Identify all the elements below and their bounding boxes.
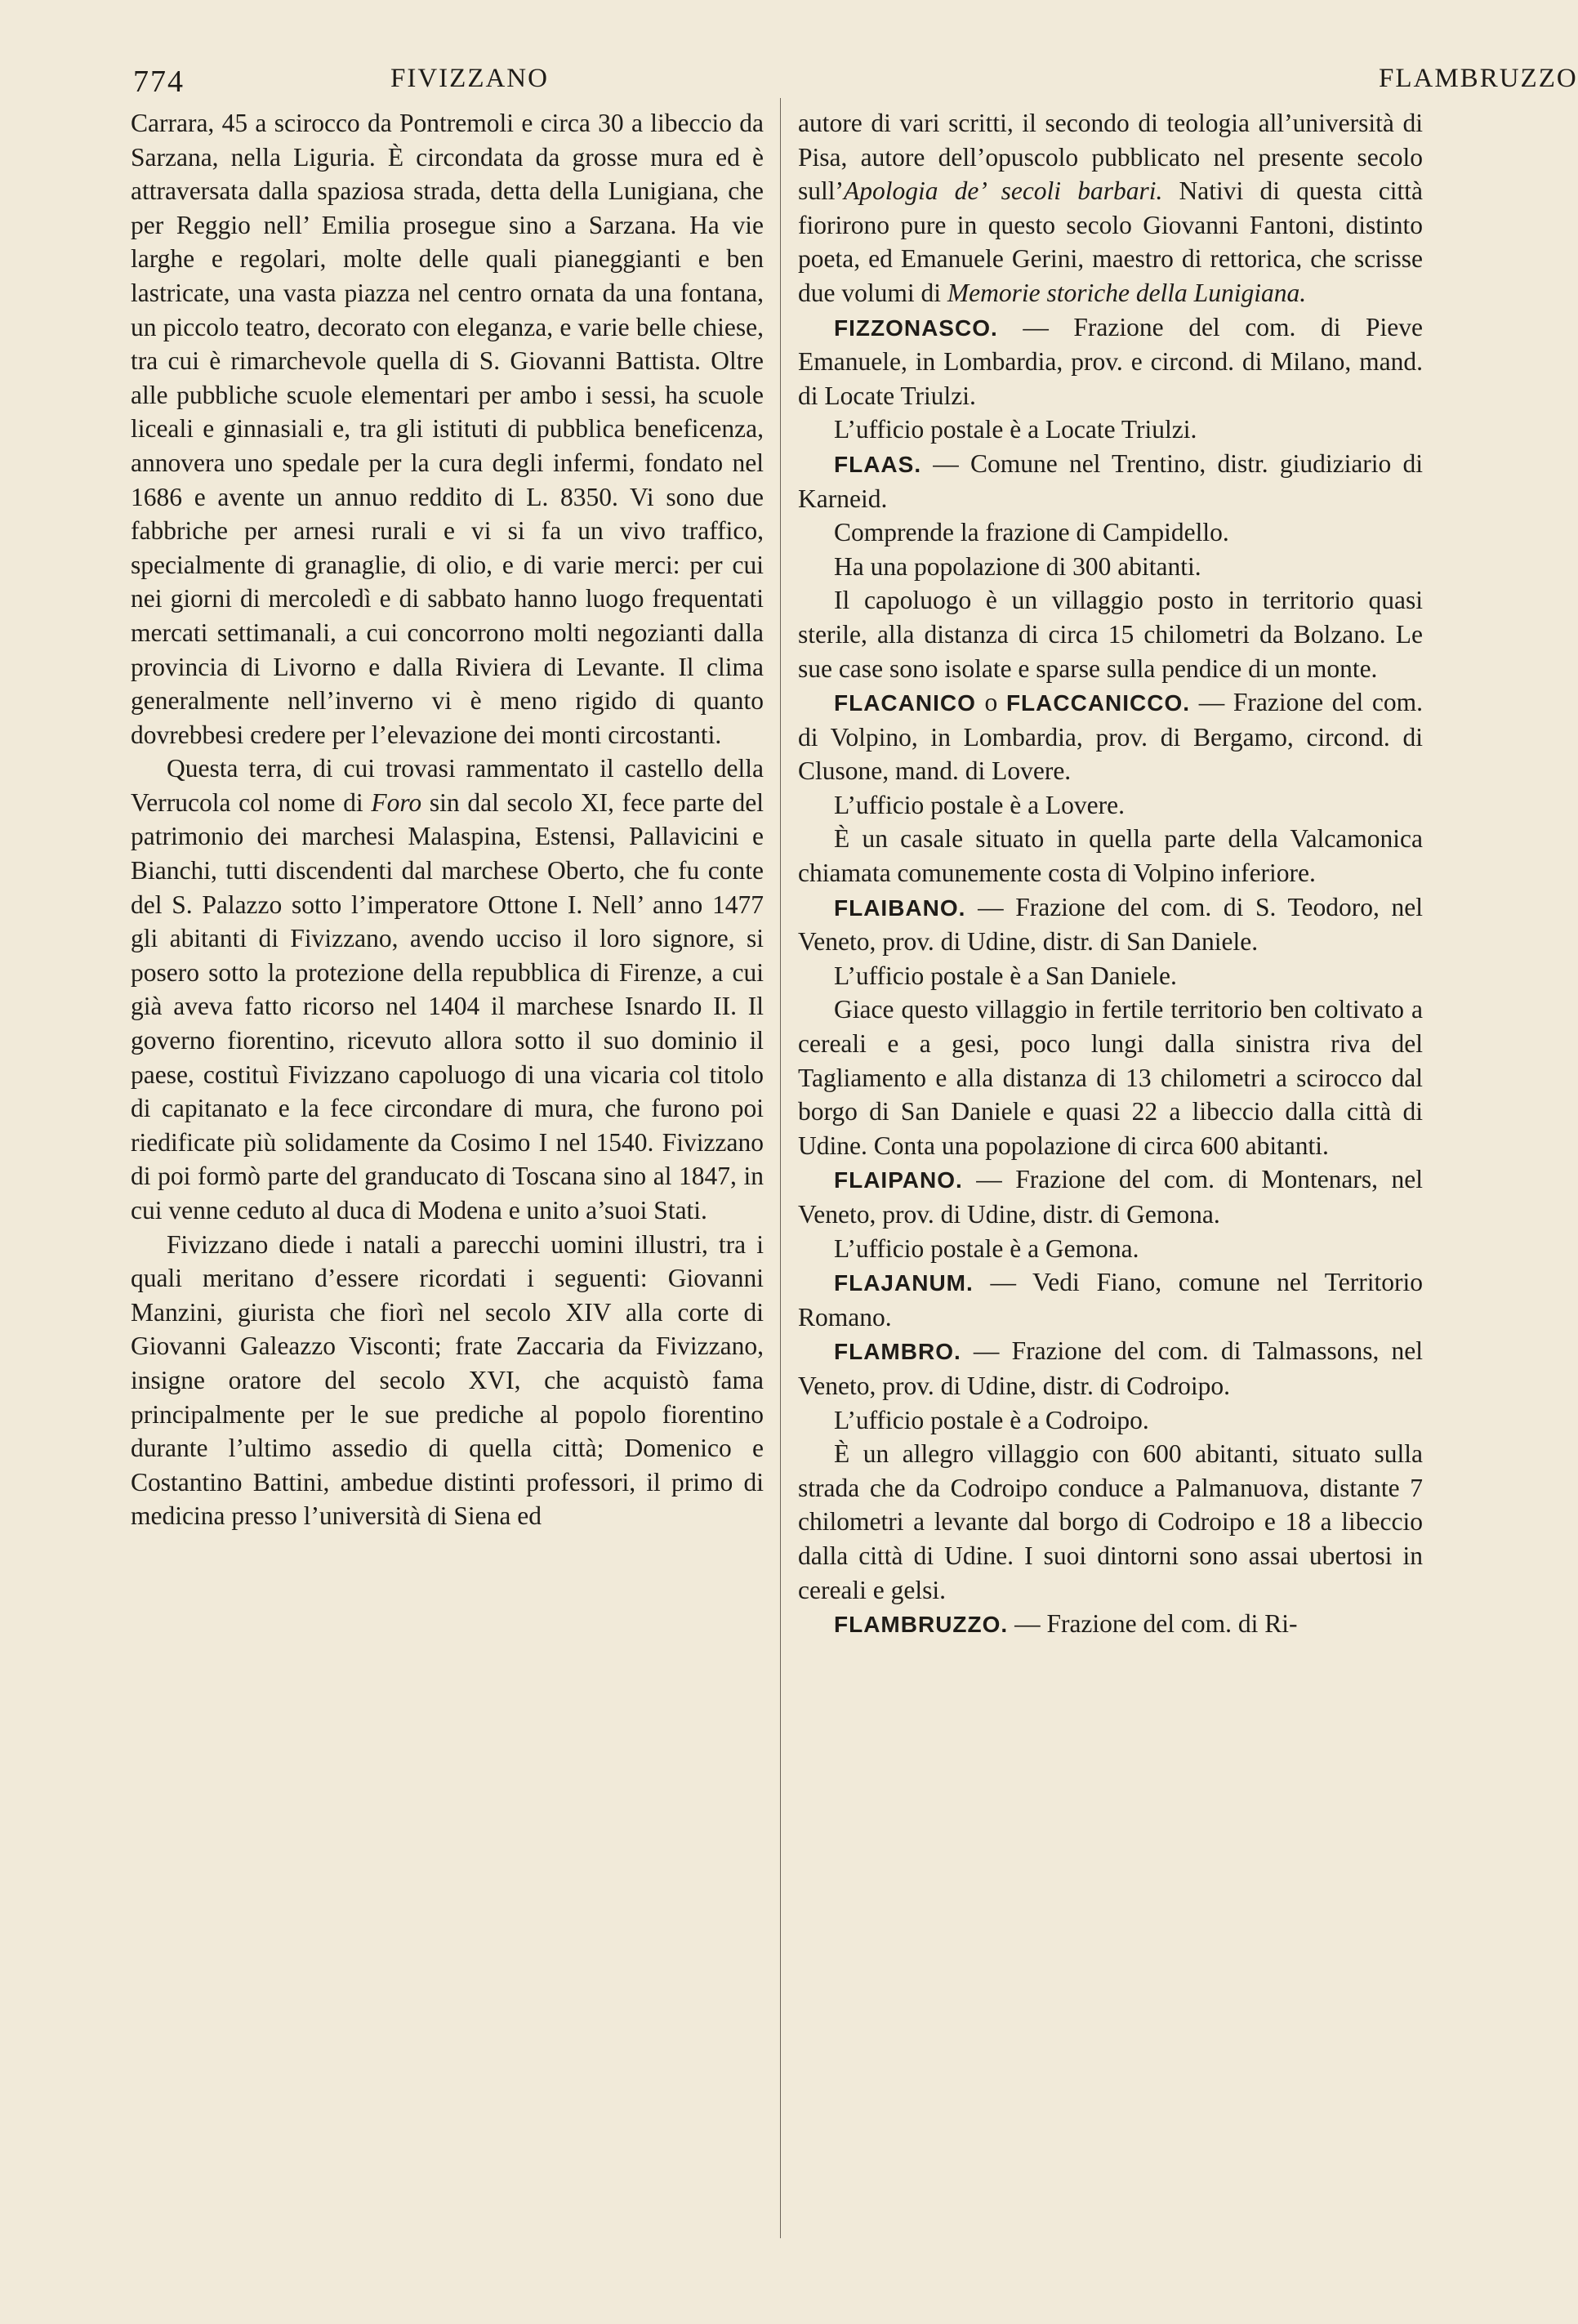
- entry-paragraph: Il capoluogo è un villaggio posto in territorio quasi sterile, alla distanza di circa 15 chilometri da Bolzano. Le sue case sono isolate e sparse sulla pendice di un monte.: [798, 586, 1423, 683]
- italic-text: Foro: [371, 787, 422, 817]
- paragraph: [131, 752, 764, 1227]
- entry-flaibano: [798, 890, 1423, 959]
- entry-headword: FLACANICO: [834, 690, 976, 716]
- entry-text: — Frazione del com. di Talmassons, nel Veneto, prov. di Udine, distr. di Codroipo.: [798, 1336, 1423, 1400]
- entry-headword: FLAIBANO.: [834, 894, 966, 921]
- entry-flambro: [798, 1334, 1423, 1403]
- entry-post-office: L’ufficio postale è a Gemona.: [834, 1233, 1139, 1263]
- running-head-left: FIVIZZANO: [390, 64, 549, 93]
- entry-flambruzzo: [798, 1607, 1423, 1642]
- text-run: Questa terra, di cui trovasi rammentato il castello della Verrucola col nome di: [131, 754, 764, 817]
- entry-post-office: L’ufficio postale è a Codroipo.: [834, 1405, 1149, 1434]
- text-run: autore di vari scritti, il secondo di teologia all’università di Pisa, autore dell’opuscolo pubblicato nel presente secolo sull’: [798, 109, 1423, 206]
- page-number: 774: [133, 65, 185, 99]
- entry-paragraph: Ha una popolazione di 300 abitanti.: [834, 551, 1201, 581]
- entry-post-office: L’ufficio postale è a Locate Triulzi.: [834, 415, 1197, 444]
- paragraph: Fivizzano diede i natali a parecchi uomini illustri, tra i quali meritano d’essere ricordati i seguenti: Giovanni Manzini, giurista che fiorì nel secolo XIV alla corte di Giovanni Galeazzo Visconti; frate Zaccaria da Fivizzano, insigne oratore del secolo XVI, che acquistò fama principalmente per le sue prediche al popolo fiorentino durante l’ultimo assedio di quella città; Domenico e Costantino Battini, ambedue distinti professori, il primo di medicina presso l’università di Siena ed: [131, 1229, 764, 1531]
- entry-text: o: [975, 688, 1006, 717]
- entry-flajanum: [798, 1265, 1423, 1334]
- entry-text: — Vedi Fiano, comune nel Territorio Romano.: [798, 1268, 1423, 1332]
- entry-paragraph: Comprende la frazione di Campidello.: [834, 518, 1229, 547]
- left-column: [131, 106, 764, 1533]
- column-divider: [780, 98, 781, 2238]
- entry-paragraph: Giace questo villaggio in fertile territorio ben coltivato a cereali e a gesi, poco lungi dalla sinistra riva del Tagliamento e alla distanza di 13 chilometri a scirocco dal borgo di San Daniele e quasi 22 a libeccio dalla città di Udine. Conta una popolazione di circa 600 abitanti.: [798, 995, 1423, 1160]
- entry-fizzonasco: [798, 310, 1423, 413]
- entry-text: — Frazione del com. di Ri-: [1008, 1609, 1298, 1639]
- entry-text: — Comune nel Trentino, distr. giudiziario di Karneid.: [798, 448, 1423, 513]
- entry-paragraph: È un casale situato in quella parte della Valcamonica chiamata comunemente costa di Volpino inferiore.: [798, 824, 1423, 888]
- entry-text: — Frazione del com. di Volpino, in Lombardia, prov. di Bergamo, circond. di Clusone, mand. di Lovere.: [798, 688, 1423, 786]
- entry-post-office: L’ufficio postale è a Lovere.: [834, 790, 1125, 819]
- entry-post-office: L’ufficio postale è a San Daniele.: [834, 961, 1177, 990]
- entry-paragraph: È un allegro villaggio con 600 abitanti, situato sulla strada che da Codroipo conduce a Palmanuova, distante 7 chilometri a levante dal borgo di Codroipo e 18 a libeccio dalla città di Udine. I suoi dintorni sono assai ubertosi in cereali e gelsi.: [798, 1439, 1423, 1604]
- paragraph: [798, 106, 1423, 310]
- entry-headword: FLAAS.: [834, 451, 922, 477]
- running-head-right: FLAMBRUZZO: [1379, 64, 1578, 93]
- entry-headword: FLAJANUM.: [834, 1270, 974, 1296]
- entry-flaas: [798, 447, 1423, 515]
- italic-text: Apologia de’ secoli barbari.: [844, 176, 1163, 206]
- entry-headword: FIZZONASCO.: [834, 314, 998, 341]
- entry-headword: FLAMBRO.: [834, 1339, 961, 1365]
- paragraph: Carrara, 45 a scirocco da Pontremoli e circa 30 a libeccio da Sarzana, nella Liguria. È circondata da grosse mura ed è attraversata dalla spaziosa strada, detta della Lunigiana, che per Reggio nell’ Emilia prosegue sino a Sarzana. Ha vie larghe e regolari, molte delle quali pianeggianti e ben lastricate, una vasta piazza nel centro ornata da una fontana, un piccolo teatro, decorato con eleganza, e varie belle chiese, tra cui è rimarchevole quella di S. Giovanni Battista. Oltre alle pubbliche scuole elementari per ambo i sessi, ha scuole liceali e ginnasiali e, tra gli istituti di pubblica beneficenza, annovera uno spedale per la cura degli infermi, fondato nel 1686 e avente un annuo reddito di L. 8350. Vi sono due fabbriche per arnesi rurali e vi si fa un vivo traffico, specialmente di granaglie, di olio, e di varie merci: per cui nei giorni di mercoledì e di sabbato hanno luogo frequentati mercati settimanali, a cui concorrono molti negozianti dalla provincia di Livorno e dalla Riviera di Levante. Il clima generalmente nell’inverno vi è meno rigido di quanto dovrebbesi credere per l’elevazione dei monti circostanti.: [131, 109, 764, 749]
- italic-text: Memorie storiche della Lunigiana.: [947, 278, 1307, 307]
- entry-headword: FLAMBRUZZO.: [834, 1612, 1009, 1638]
- entry-text: — Frazione del com. di Montenars, nel Veneto, prov. di Udine, distr. di Gemona.: [798, 1165, 1423, 1229]
- text-run: Nativi di questa città fiorirono pure in questo secolo Giovanni Fantoni, distinto poeta, ed Emanuele Gerini, maestro di rettorica, che scrisse due volumi di: [798, 176, 1423, 307]
- text-run: sin dal secolo XI, fece parte del patrimonio dei marchesi Malaspina, Estensi, Pallavicini e Bianchi, tutti discendenti dal marchese Oberto, che fu conte del S. Palazzo sotto l’imperatore Ottone I. Nell’ anno 1477 gli abitanti di Fivizzano, avendo ucciso il loro signore, si posero sotto la protezione della repubblica di Firenze, a cui già aveva fatto ricorso nel 1404 il marchese Isnardo II. Il governo fiorentino, ricevuto allora sotto il suo dominio il paese, costituì Fivizzano capoluogo di una vicaria col titolo di capitanato e la fece circondare di mura, che furono poi riedificate più solidamente da Cosimo I nel 1540. Fivizzano di poi formò parte del granducato di Toscana sino al 1847, in cui venne ceduto al duca di Modena e unito a’suoi Stati.: [131, 787, 764, 1224]
- entry-flaipano: [798, 1162, 1423, 1231]
- entry-headword: FLACCANICCO.: [1005, 690, 1191, 716]
- entry-text: — Frazione del com. di S. Teodoro, nel Veneto, prov. di Udine, distr. di San Daniele.: [798, 892, 1423, 957]
- entry-headword: FLAIPANO.: [834, 1167, 963, 1193]
- right-column: [798, 106, 1423, 1642]
- entry-text: — Frazione del com. di Pieve Emanuele, in Lombardia, prov. e circond. di Milano, mand. di Locate Triulzi.: [798, 312, 1423, 410]
- entry-flacanico: [798, 685, 1423, 788]
